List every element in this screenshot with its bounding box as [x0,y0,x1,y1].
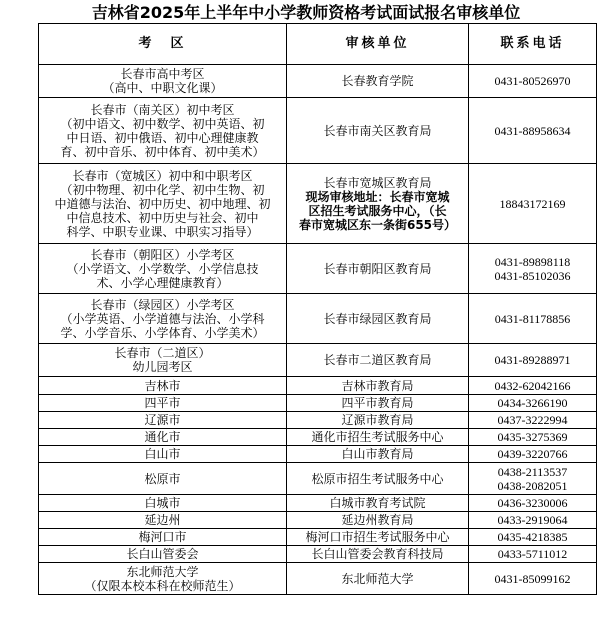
cell-line: 育、初中音乐、初中体育、初中美术） [60,144,265,159]
phone-cell [469,463,597,495]
table-row [39,446,597,463]
cell-line: 0432-62042166 [494,378,571,393]
table-row [39,495,597,512]
cell-line: 长春教育学院 [341,74,414,88]
cell-line: （仅限本校本科在校师范生） [84,578,241,593]
cell-line: 术、小学心理健康教育） [96,275,229,290]
exam-area-cell [39,164,287,244]
cell-line: 长春市（朝阳区）小学考区 [90,247,235,262]
exam-area-cell [39,546,287,563]
cell-line: 学、小学音乐、小学体育、小学美术） [60,325,265,340]
phone-cell [469,344,597,377]
review-unit-cell [287,563,469,595]
review-unit-cell [287,495,469,512]
phone-cell [469,529,597,546]
table-row [39,546,597,563]
phone-cell [469,395,597,412]
table-row [39,563,597,595]
cell-line: （初中语文、初中数学、初中英语、初 [60,116,265,131]
cell-line: 长白山管委会教育科技局 [311,547,444,561]
cell-line: 梅河口市招生考试服务中心 [305,530,450,544]
exam-area-cell [39,563,287,595]
cell-line: 吉林市 [144,378,181,393]
document-title: 吉林省2025年上半年中小学教师资格考试面试报名审核单位 [91,3,521,22]
cell-line: 0431-85099162 [494,571,571,586]
cell-line: 长春市（宽城区）初中和中职考区 [72,168,253,183]
cell-line: 0431-80526970 [494,74,571,88]
cell-line: 0431-89898118 [494,254,571,269]
cell-line: 春市宽城区东一条街655号） [298,217,457,232]
cell-line: 四平市教育局 [341,396,414,410]
exam-area-cell [39,65,287,98]
cell-line: 白山市 [144,447,181,461]
cell-line: （初中物理、初中化学、初中生物、初 [60,182,265,197]
cell-line: 长春市二道区教育局 [323,353,432,367]
cell-line: 白城市 [144,496,181,510]
cell-line: 延边州 [144,513,181,527]
review-unit-cell [287,463,469,495]
phone-cell [469,98,597,164]
review-unit-cell [287,377,469,395]
cell-line: 0435-3275369 [497,430,568,444]
phone-cell [469,546,597,563]
cell-line: 0431-85102036 [494,268,571,283]
cell-line: 长春市南关区教育局 [323,123,432,138]
cell-line: 长春市（南关区）初中考区 [90,102,235,117]
cell-line: 科学、中职专业课、中职实习指导） [66,224,259,239]
cell-line: 松原市 [144,471,181,486]
cell-line: 0433-5711012 [497,547,568,561]
cell-line: 0431-88958634 [494,123,571,138]
review-unit-cell [287,446,469,463]
phone-cell [469,294,597,344]
review-unit-cell [287,244,469,294]
cell-line: 长白山管委会 [126,547,199,561]
table-row [39,529,597,546]
cell-line: 中道德与法治、初中历史、初中地理、初 [54,196,271,211]
phone-cell [469,429,597,446]
review-unit-cell [287,546,469,563]
cell-line: 辽源市 [144,413,181,427]
exam-area-cell [39,429,287,446]
header-review-unit: 审核单位 [287,24,469,65]
cell-line: 四平市 [144,396,181,410]
cell-line: 通化市招生考试服务中心 [311,430,444,444]
exam-area-cell [39,294,287,344]
cell-line: （小学语文、小学数学、小学信息技 [66,261,259,276]
table-row [39,98,597,164]
cell-line: 0439-3220766 [497,447,568,461]
cell-line: 幼儿园考区 [132,360,193,374]
table-row [39,463,597,495]
review-unit-cell [287,164,469,244]
table-row [39,164,597,244]
cell-line: 延边州教育局 [341,513,414,527]
table-row [39,377,597,395]
exam-area-cell [39,512,287,529]
table-row [39,244,597,294]
cell-line: 0431-89288971 [494,353,571,367]
cell-line: 0431-81178856 [494,311,571,326]
cell-line: 松原市招生考试服务中心 [311,471,444,486]
cell-line: 中信息技术、初中历史与社会、初中 [66,210,259,225]
cell-line: 0434-3266190 [497,396,568,410]
cell-line: 白山市教育局 [341,447,414,461]
phone-cell [469,512,597,529]
table-row [39,429,597,446]
table-body [39,65,597,595]
cell-line: 18843172169 [499,196,566,211]
exam-area-cell [39,377,287,395]
header-phone: 联系电话 [469,24,597,65]
cell-line: （小学英语、小学道德与法治、小学科 [60,311,265,326]
phone-cell [469,495,597,512]
cell-line: 长春市宽城区教育局 [323,175,432,190]
cell-line: 0433-2919064 [497,513,568,527]
review-unit-table [38,23,597,595]
review-unit-cell [287,395,469,412]
phone-cell [469,164,597,244]
cell-line: 长春市朝阳区教育局 [323,261,432,276]
phone-cell [469,244,597,294]
review-unit-cell [287,529,469,546]
cell-line: 通化市 [144,430,181,444]
exam-area-cell [39,395,287,412]
table-row [39,412,597,429]
cell-line: 长春市绿园区教育局 [323,311,432,326]
exam-area-cell [39,529,287,546]
review-unit-cell [287,512,469,529]
exam-area-cell [39,446,287,463]
table-row [39,512,597,529]
cell-line: 0438-2082051 [497,478,568,493]
cell-line: 0437-3222994 [497,413,568,427]
cell-line: 0436-3230006 [497,496,568,510]
cell-line: 长春市高中考区 [120,67,205,81]
cell-line: 东北师范大学 [341,571,414,586]
cell-line: 白城市教育考试院 [329,496,426,510]
review-unit-cell [287,412,469,429]
header-exam-area: 考 区 [39,24,287,65]
review-unit-cell [287,344,469,377]
table-header-row [39,24,597,65]
cell-line: 吉林市教育局 [341,378,414,393]
exam-area-cell [39,412,287,429]
exam-area-cell [39,463,287,495]
cell-line: 0435-4218385 [497,530,568,544]
cell-line: 0438-2113537 [497,464,568,479]
review-unit-cell [287,429,469,446]
cell-line: 东北师范大学 [126,564,199,579]
cell-line: 中日语、初中俄语、初中心理健康教 [66,130,259,145]
table-row [39,344,597,377]
phone-cell [469,563,597,595]
exam-area-cell [39,344,287,377]
table-row [39,65,597,98]
review-unit-cell [287,98,469,164]
cell-line: 长春市（绿园区）小学考区 [90,297,235,312]
cell-line: 现场审核地址：长春市宽城 [305,189,450,204]
cell-line: 长春市（二道区） [114,346,211,360]
cell-line: 辽源市教育局 [341,413,414,427]
exam-area-cell [39,495,287,512]
cell-line: 梅河口市 [138,530,187,544]
table-row [39,294,597,344]
cell-line: 区招生考试服务中心，（长 [308,203,447,218]
phone-cell [469,377,597,395]
cell-line: （高中、中职文化课） [102,81,223,95]
phone-cell [469,446,597,463]
exam-area-cell [39,244,287,294]
phone-cell [469,65,597,98]
phone-cell [469,412,597,429]
review-unit-cell [287,294,469,344]
table-row [39,395,597,412]
review-unit-cell [287,65,469,98]
exam-area-cell [39,98,287,164]
